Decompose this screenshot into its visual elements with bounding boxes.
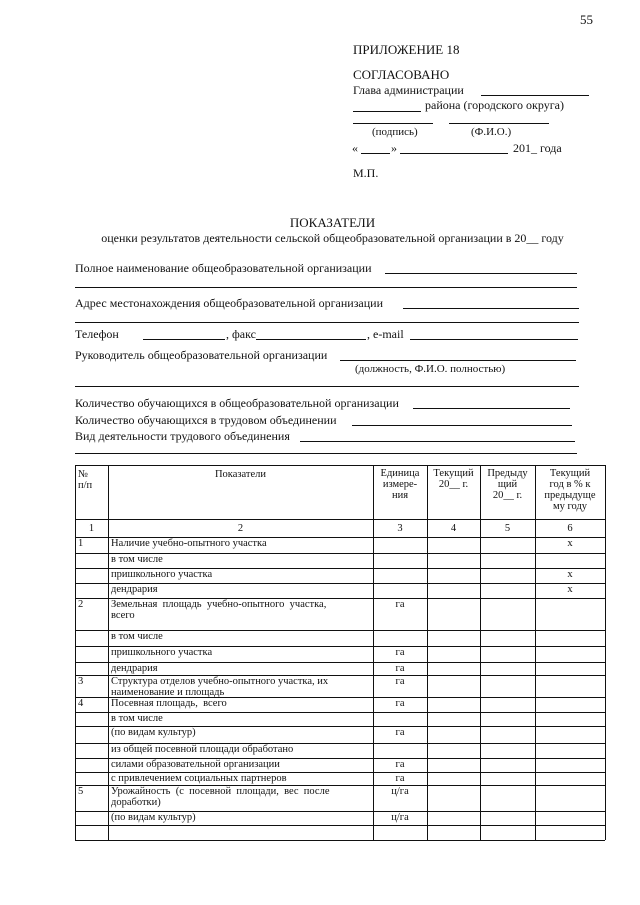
header-percent: [535, 468, 605, 512]
header-percent-line: предыдуще: [544, 490, 596, 501]
previous-value-cell[interactable]: [481, 727, 534, 742]
row-unit: га: [395, 676, 405, 687]
current-value-cell[interactable]: [428, 727, 479, 742]
current-value-cell[interactable]: [428, 812, 479, 824]
percent-value-cell[interactable]: [536, 713, 604, 725]
fax-blank[interactable]: [256, 339, 366, 340]
row-indicator-line: Урожайность (с посевной площади, вес после: [111, 786, 330, 797]
row-indicator: [111, 786, 370, 808]
current-value-cell[interactable]: [428, 631, 479, 645]
row-indicator-line: Посевная площадь, всего: [111, 698, 227, 709]
row-indicator-line: Земельная площадь учебно-опытного участка,: [111, 599, 327, 610]
row-number: 2: [78, 599, 84, 610]
header-previous-year-line: щий: [497, 479, 518, 490]
table-col-line: [605, 465, 606, 840]
row-indicator: [111, 676, 370, 698]
phone-label: Телефон: [75, 327, 119, 341]
header-percent-line: му году: [552, 501, 588, 512]
row-unit: га: [395, 647, 405, 658]
previous-value-cell[interactable]: [481, 647, 534, 661]
address-label: Адрес местонахождения общеобразовательной организации: [75, 296, 384, 310]
district-blank[interactable]: [353, 111, 421, 112]
header-percent-line: Текущий: [549, 468, 591, 479]
previous-value-cell[interactable]: [481, 759, 534, 771]
row-indicator-line: с привлечением социальных партнеров: [111, 773, 287, 784]
row-indicator: [111, 727, 370, 738]
percent-value-cell[interactable]: [536, 698, 604, 711]
header-unit-line: Единица: [380, 468, 420, 479]
labor-students-blank[interactable]: [352, 425, 572, 426]
previous-value-cell[interactable]: [481, 554, 534, 567]
previous-value-cell[interactable]: [481, 569, 534, 582]
row-indicator-line: в том числе: [111, 631, 163, 642]
fax-label: , факс: [226, 327, 256, 341]
table-row-line: [75, 519, 605, 520]
row-indicator: [111, 744, 370, 755]
row-indicator-line: (по видам культур): [111, 812, 196, 823]
signature-caption: (подпись): [372, 126, 418, 138]
header-current-year: [427, 468, 480, 490]
row-number: 3: [78, 676, 84, 687]
current-value-cell[interactable]: [428, 786, 479, 810]
percent-value-cell[interactable]: [536, 744, 604, 757]
row-indicator: [111, 759, 370, 770]
percent-value-cell[interactable]: [536, 759, 604, 771]
header-percent-line: год в % к: [549, 479, 591, 490]
head-line-2[interactable]: [75, 386, 579, 387]
previous-value-cell[interactable]: [481, 599, 534, 629]
appendix-label: ПРИЛОЖЕНИЕ 18: [353, 42, 460, 57]
activity-line-2[interactable]: [75, 453, 577, 454]
date-year-text: 201_ года: [513, 141, 562, 155]
activity-label: Вид деятельности трудового объединения: [75, 429, 290, 443]
current-value-cell[interactable]: [428, 773, 479, 784]
date-day-blank[interactable]: [361, 153, 390, 154]
students-blank[interactable]: [413, 408, 570, 409]
email-blank[interactable]: [410, 339, 578, 340]
date-close-quote: »: [391, 141, 397, 155]
full-name-label: Полное наименование общеобразовательной организации: [75, 261, 372, 275]
row-indicator: [111, 663, 370, 674]
row-indicator: [111, 812, 370, 823]
header-num-line: №: [78, 469, 89, 480]
row-indicator-line: (по видам культур): [111, 727, 196, 738]
row-indicator-line: пришкольного участка: [111, 569, 213, 580]
current-value-cell[interactable]: [428, 647, 479, 661]
table-row-line: [75, 465, 605, 466]
percent-value-cell[interactable]: [536, 826, 604, 839]
row-number: 5: [78, 786, 84, 797]
labor-students-label: Количество обучающихся в трудовом объединении: [75, 413, 337, 427]
header-previous-year-line: 20__ г.: [492, 490, 523, 501]
row-indicator-line: пришкольного участка: [111, 647, 213, 658]
current-value-cell[interactable]: [428, 569, 479, 582]
row-indicator-line: дендрария: [111, 663, 158, 674]
students-label: Количество обучающихся в общеобразовательной организации: [75, 396, 399, 410]
head-caption: (должность, Ф.И.О. полностью): [355, 363, 506, 375]
name-line[interactable]: [449, 123, 549, 124]
address-blank[interactable]: [403, 308, 579, 309]
previous-value-cell[interactable]: [481, 786, 534, 810]
header-indicators: [108, 469, 373, 480]
row-percent-mark: x: [567, 584, 573, 595]
header-previous-year: [480, 468, 535, 501]
table-col-line: [108, 465, 109, 840]
head-admin-label: Глава администрации: [353, 83, 464, 97]
row-unit: га: [395, 773, 405, 784]
current-value-cell[interactable]: [428, 826, 479, 839]
row-indicator-line: наименование и площадь: [111, 687, 225, 698]
current-value-cell[interactable]: [428, 676, 479, 696]
percent-value-cell[interactable]: [536, 647, 604, 661]
header-num: [78, 469, 92, 491]
current-value-cell[interactable]: [428, 554, 479, 567]
percent-value-cell[interactable]: [536, 786, 604, 810]
current-value-cell[interactable]: [428, 599, 479, 629]
head-label: Руководитель общеобразовательной организации: [75, 348, 328, 362]
percent-value-cell[interactable]: [536, 554, 604, 567]
district-label: района (городского округа): [425, 98, 564, 112]
previous-value-cell[interactable]: [481, 631, 534, 645]
previous-value-cell[interactable]: [481, 676, 534, 696]
percent-value-cell[interactable]: [536, 812, 604, 824]
document-subtitle: оценки результатов деятельности сельской общеобразовательной организации в 20__ году: [101, 231, 564, 245]
row-indicator: [111, 647, 370, 658]
row-indicator: [111, 584, 370, 595]
row-indicator-line: Наличие учебно-опытного участка: [111, 538, 267, 549]
email-label: , e-mail: [367, 327, 404, 341]
previous-value-cell[interactable]: [481, 812, 534, 824]
header-num-line: п/п: [78, 480, 93, 491]
row-indicator-line: Структура отделов учебно-опытного участка, их: [111, 676, 329, 687]
current-value-cell[interactable]: [428, 584, 479, 597]
previous-value-cell[interactable]: [481, 698, 534, 711]
row-indicator-line: дендрария: [111, 584, 158, 595]
name-caption: (Ф.И.О.): [471, 126, 512, 138]
percent-value-cell[interactable]: [536, 631, 604, 645]
row-indicator: [111, 631, 370, 642]
previous-value-cell[interactable]: [481, 826, 534, 839]
header-current-year-line: Текущий: [433, 468, 474, 479]
row-indicator-line: всего: [111, 610, 135, 621]
row-indicator-line: силами образовательной организации: [111, 759, 280, 770]
header-current-year-line: 20__ г.: [438, 479, 469, 490]
document-title: ПОКАЗАТЕЛИ: [289, 215, 376, 230]
percent-value-cell[interactable]: [536, 773, 604, 784]
current-value-cell[interactable]: [428, 698, 479, 711]
previous-value-cell[interactable]: [481, 538, 534, 552]
row-percent-mark: x: [567, 569, 573, 580]
page-number: 55: [580, 12, 593, 27]
header-unit-line: измере-: [382, 479, 418, 490]
row-unit: ц/га: [391, 786, 409, 797]
row-indicator-line: в том числе: [111, 713, 163, 724]
header-unit-line: ния: [391, 490, 409, 501]
phone-blank[interactable]: [143, 339, 225, 340]
row-indicator: [111, 698, 370, 709]
signature-line[interactable]: [353, 123, 433, 124]
row-indicator: [111, 538, 370, 549]
column-number: 5: [504, 523, 511, 534]
column-number: 4: [450, 523, 457, 534]
current-value-cell[interactable]: [428, 713, 479, 725]
row-unit: га: [395, 663, 405, 674]
date-month-blank[interactable]: [400, 153, 508, 154]
current-value-cell[interactable]: [428, 663, 479, 674]
row-indicator-line: доработки): [111, 797, 161, 808]
stamp-label: М.П.: [353, 166, 379, 180]
row-indicator: [111, 569, 370, 580]
table-col-line: [75, 465, 76, 840]
percent-value-cell[interactable]: [536, 727, 604, 742]
full-name-blank[interactable]: [385, 273, 577, 274]
head-admin-blank[interactable]: [481, 95, 589, 96]
header-previous-year-line: Предыду: [487, 468, 528, 479]
head-blank[interactable]: [340, 360, 576, 361]
previous-value-cell[interactable]: [481, 584, 534, 597]
current-value-cell[interactable]: [428, 538, 479, 552]
row-indicator-line: из общей посевной площади обработано: [111, 744, 294, 755]
row-indicator-line: в том числе: [111, 554, 163, 565]
previous-value-cell[interactable]: [481, 773, 534, 784]
indicators-table: [75, 465, 605, 840]
table-row-line: [75, 840, 605, 841]
date-open-quote: «: [352, 141, 358, 155]
column-number: 1: [88, 523, 95, 534]
previous-value-cell[interactable]: [481, 744, 534, 757]
row-unit: га: [395, 698, 405, 709]
agreed-label: СОГЛАСОВАНО: [353, 67, 450, 82]
percent-value-cell[interactable]: [536, 663, 604, 674]
previous-value-cell[interactable]: [481, 713, 534, 725]
full-name-line-2[interactable]: [75, 287, 577, 288]
row-unit: ц/га: [391, 812, 409, 823]
previous-value-cell[interactable]: [481, 663, 534, 674]
address-line-2[interactable]: [75, 322, 579, 323]
column-number: 6: [567, 523, 573, 534]
column-number: 2: [237, 523, 244, 534]
row-indicator: [111, 713, 370, 724]
activity-blank[interactable]: [300, 441, 575, 442]
header-indicators-line: Показатели: [214, 469, 267, 480]
header-unit: [373, 468, 427, 501]
row-percent-mark: x: [567, 538, 573, 549]
column-number: 3: [397, 523, 403, 534]
row-number: 4: [78, 698, 84, 709]
row-unit: га: [395, 727, 405, 738]
percent-value-cell[interactable]: [536, 676, 604, 696]
current-value-cell[interactable]: [428, 759, 479, 771]
row-number: 1: [78, 538, 84, 549]
row-indicator: [111, 599, 370, 621]
row-unit: га: [395, 599, 405, 610]
row-indicator: [111, 554, 370, 565]
percent-value-cell[interactable]: [536, 599, 604, 629]
row-indicator: [111, 773, 370, 784]
row-unit: га: [395, 759, 405, 770]
current-value-cell[interactable]: [428, 744, 479, 757]
